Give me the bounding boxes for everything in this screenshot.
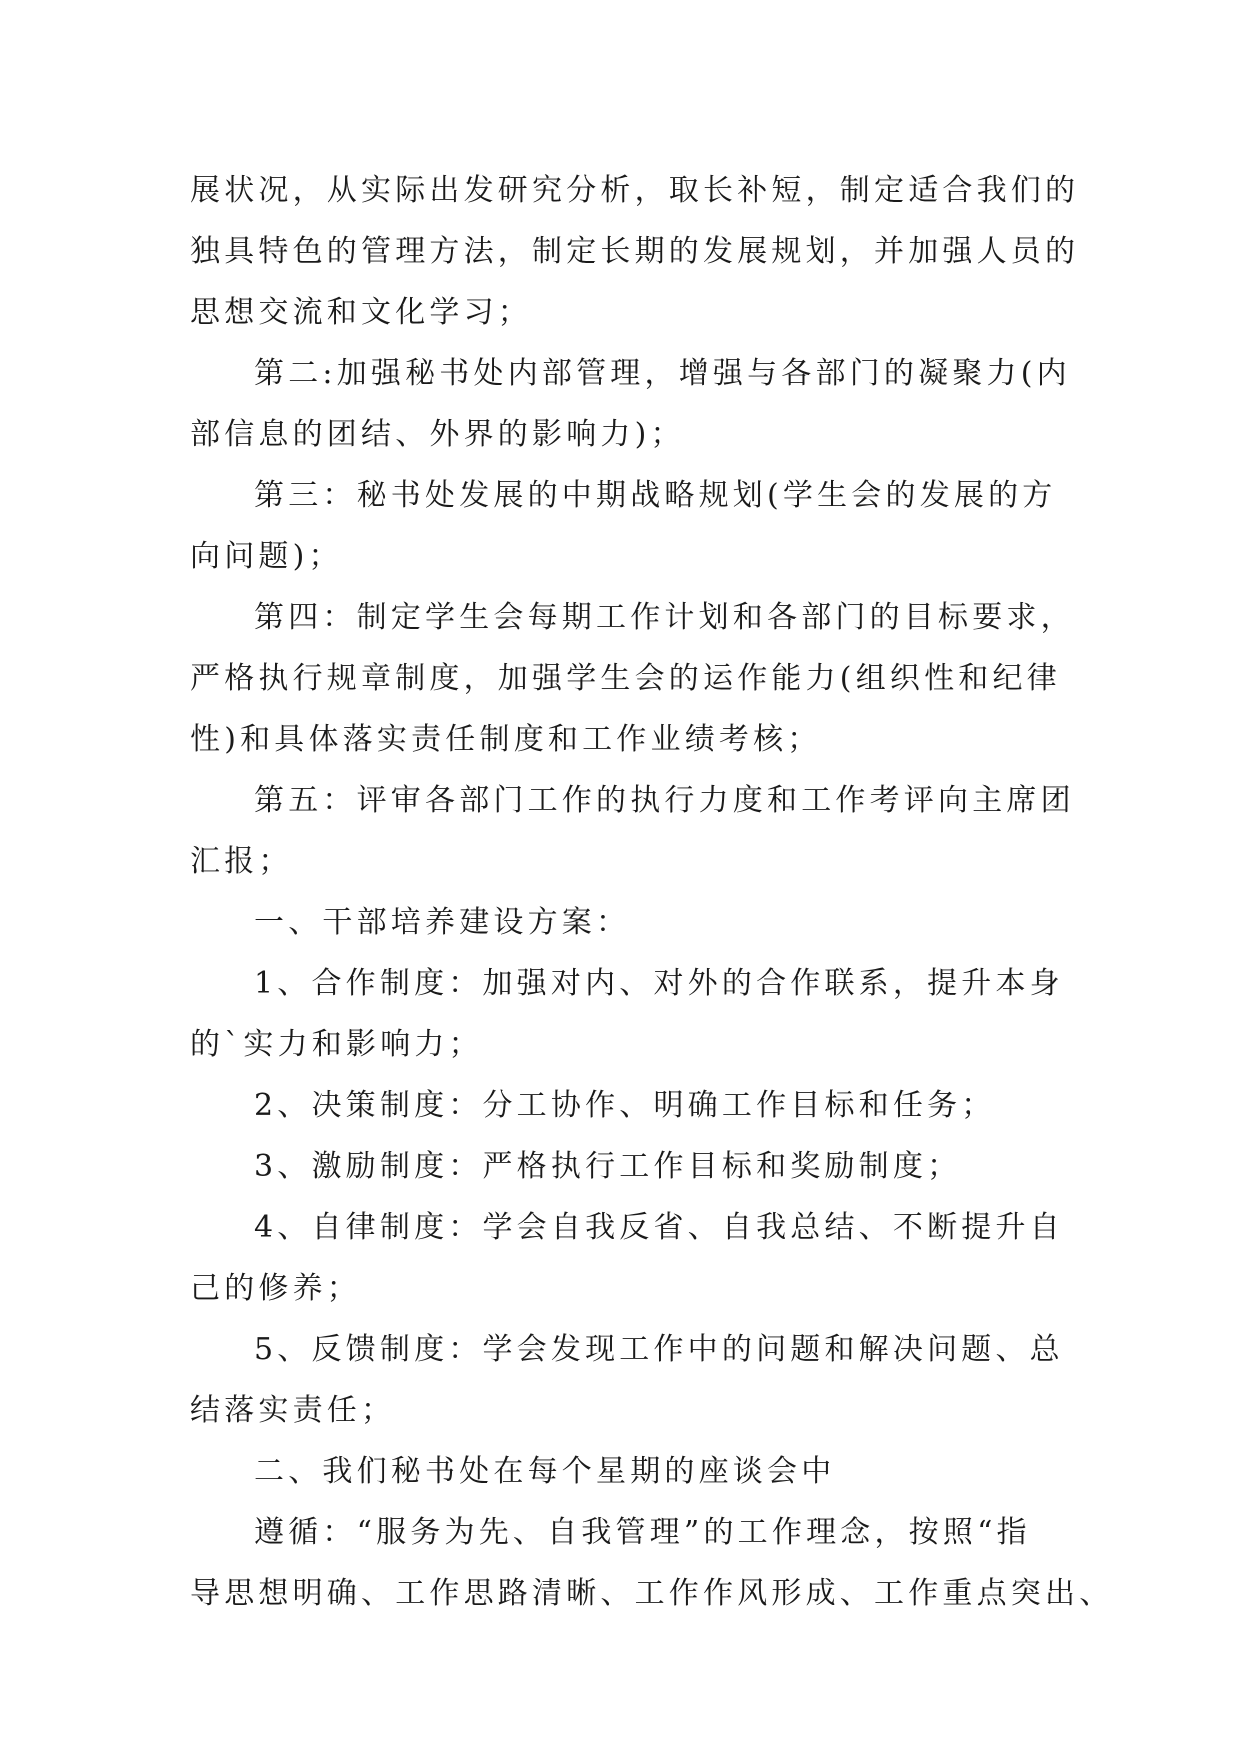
text-line-20: 5、反馈制度：学会发现工作中的问题和解决问题、总: [254, 1332, 1064, 1367]
text-line-23: 遵循：“服务为先、自我管理”的工作理念，按照“指: [254, 1515, 1031, 1550]
text-line-1: 展状况，从实际出发研究分析，取长补短，制定适合我们的: [190, 173, 1080, 208]
text-line-13: 一、干部培养建设方案：: [254, 905, 631, 940]
text-line-22: 二、我们秘书处在每个星期的座谈会中: [254, 1454, 836, 1489]
text-line-8: 第四：制定学生会每期工作计划和各部门的目标要求，: [254, 600, 1075, 635]
text-line-15: 的`实力和影响力；: [190, 1027, 483, 1062]
text-line-7: 向问题)；: [190, 539, 343, 574]
text-line-21: 结落实责任；: [190, 1393, 396, 1428]
text-line-4: 第二:加强秘书处内部管理，增强与各部门的凝聚力(内: [254, 356, 1071, 391]
text-line-3: 思想交流和文化学习；: [190, 295, 532, 330]
text-line-6: 第三：秘书处发展的中期战略规划(学生会的发展的方: [254, 478, 1057, 513]
text-line-19: 己的修养；: [190, 1271, 361, 1306]
text-line-12: 汇报；: [190, 844, 293, 879]
text-line-16: 2、决策制度：分工协作、明确工作目标和任务；: [254, 1088, 996, 1123]
text-line-11: 第五：评审各部门工作的执行力度和工作考评向主席团: [254, 783, 1075, 818]
text-line-24: 导思想明确、工作思路清晰、工作作风形成、工作重点突出、: [190, 1576, 1114, 1611]
document-body: [190, 160, 1114, 1624]
text-line-18: 4、自律制度：学会自我反省、自我总结、不断提升自: [254, 1210, 1064, 1245]
text-line-14: 1、合作制度：加强对内、对外的合作联系，提升本身: [254, 966, 1064, 1001]
text-line-10: 性)和具体落实责任制度和工作业绩考核；: [190, 722, 822, 757]
text-line-9: 严格执行规章制度，加强学生会的运作能力(组织性和纪律: [190, 661, 1061, 696]
text-line-17: 3、激励制度：严格执行工作目标和奖励制度；: [254, 1149, 962, 1184]
text-line-2: 独具特色的管理方法，制定长期的发展规划，并加强人员的: [190, 234, 1080, 269]
text-line-5: 部信息的团结、外界的影响力)；: [190, 417, 685, 452]
